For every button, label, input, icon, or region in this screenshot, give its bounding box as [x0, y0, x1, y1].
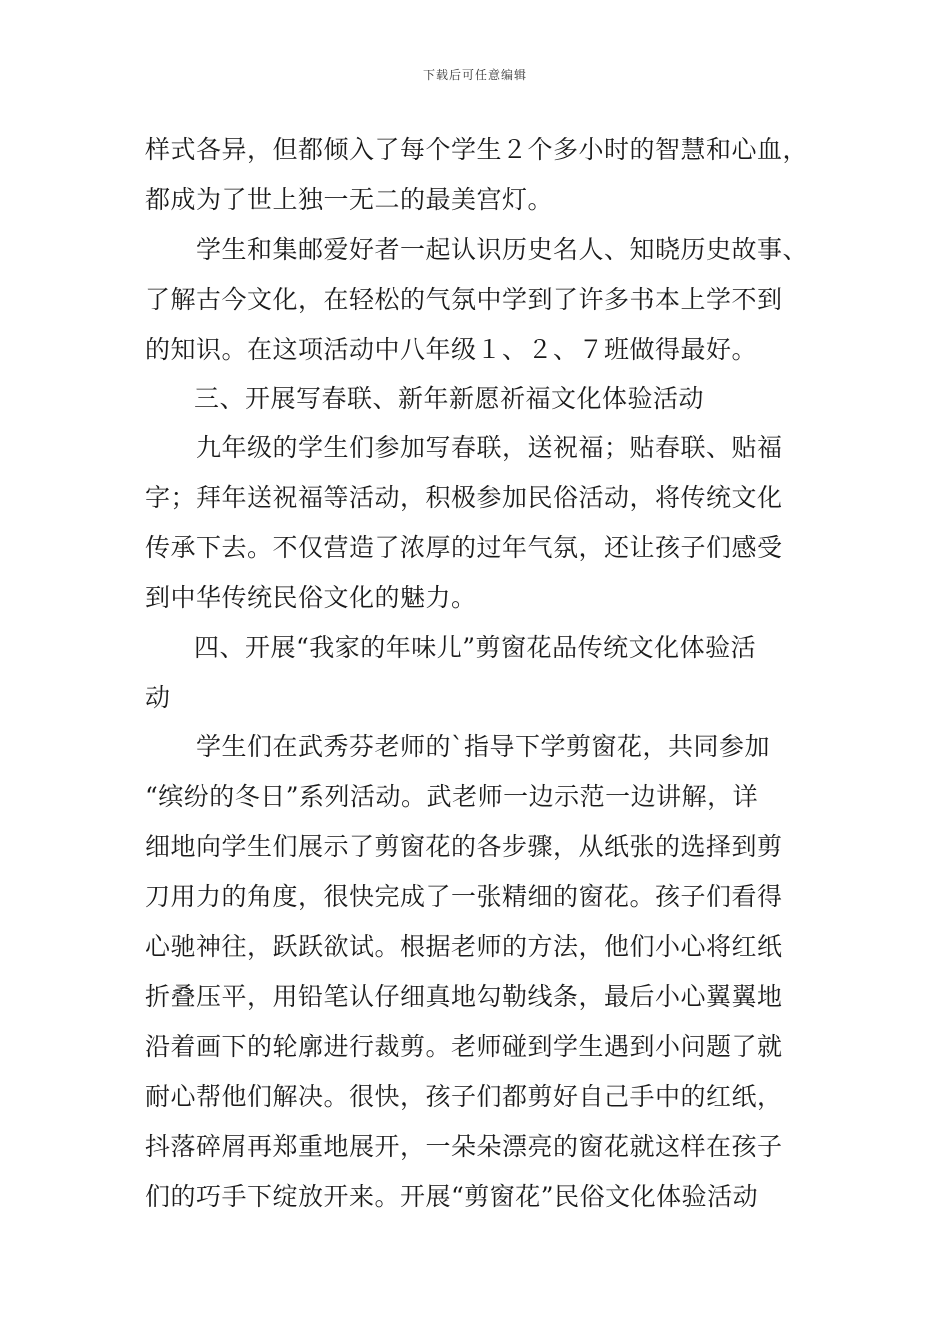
paragraph-line: 到中华传统民俗文化的魅力。 [145, 583, 477, 612]
paragraph-line: 心驰神往，跃跃欲试。根据老师的方法，他们小心将红纸 [145, 932, 783, 961]
paragraph-line: 刀用力的角度，很快完成了一张精细的窗花。孩子们看得 [145, 882, 783, 911]
section-heading-continuation: 动 [145, 683, 171, 712]
section-heading: 三、开展写春联、新年新愿祈福文化体验活动 [194, 384, 705, 413]
paragraph-line: 学生们在武秀芬老师的`指导下学剪窗花，共同参加 [196, 732, 771, 761]
paragraph-line: 都成为了世上独一无二的最美宫灯。 [145, 185, 554, 214]
paragraph-line: 样式各异，但都倾入了每个学生２个多小时的智慧和心血， [145, 135, 809, 164]
paragraph-line: 九年级的学生们参加写春联，送祝福；贴春联、贴福 [196, 433, 783, 462]
paragraph-line: 的知识。在这项活动中八年级１、２、７班做得最好。 [145, 335, 758, 364]
section-heading: 四、开展“我家的年味儿”剪窗花品传统文化体验活 [194, 633, 757, 662]
paragraph-line: 抖落碎屑再郑重地展开，一朵朵漂亮的窗花就这样在孩子 [145, 1132, 783, 1161]
paragraph-line: “缤纷的冬日”系列活动。武老师一边示范一边讲解，详 [145, 782, 759, 811]
paragraph-line: 耐心帮他们解决。很快，孩子们都剪好自己手中的红纸， [145, 1082, 783, 1111]
paragraph-line: 沿着画下的轮廓进行裁剪。老师碰到学生遇到小问题了就 [145, 1032, 783, 1061]
paragraph-line: 细地向学生们展示了剪窗花的各步骤，从纸张的选择到剪 [145, 832, 783, 861]
paragraph-line: 们的巧手下绽放开来。开展“剪窗花”民俗文化体验活动 [145, 1182, 759, 1211]
paragraph-line: 学生和集邮爱好者一起认识历史名人、知晓历史故事、 [196, 235, 809, 264]
paragraph-line: 传承下去。不仅营造了浓厚的过年气氛，还让孩子们感受 [145, 533, 783, 562]
paragraph-line: 了解古今文化，在轻松的气氛中学到了许多书本上学不到 [145, 285, 783, 314]
page-header: 下载后可任意编辑 [422, 68, 527, 82]
paragraph-line: 字；拜年送祝福等活动，积极参加民俗活动，将传统文化 [145, 483, 783, 512]
paragraph-line: 折叠压平，用铅笔认仔细真地勾勒线条，最后小心翼翼地 [145, 982, 783, 1011]
